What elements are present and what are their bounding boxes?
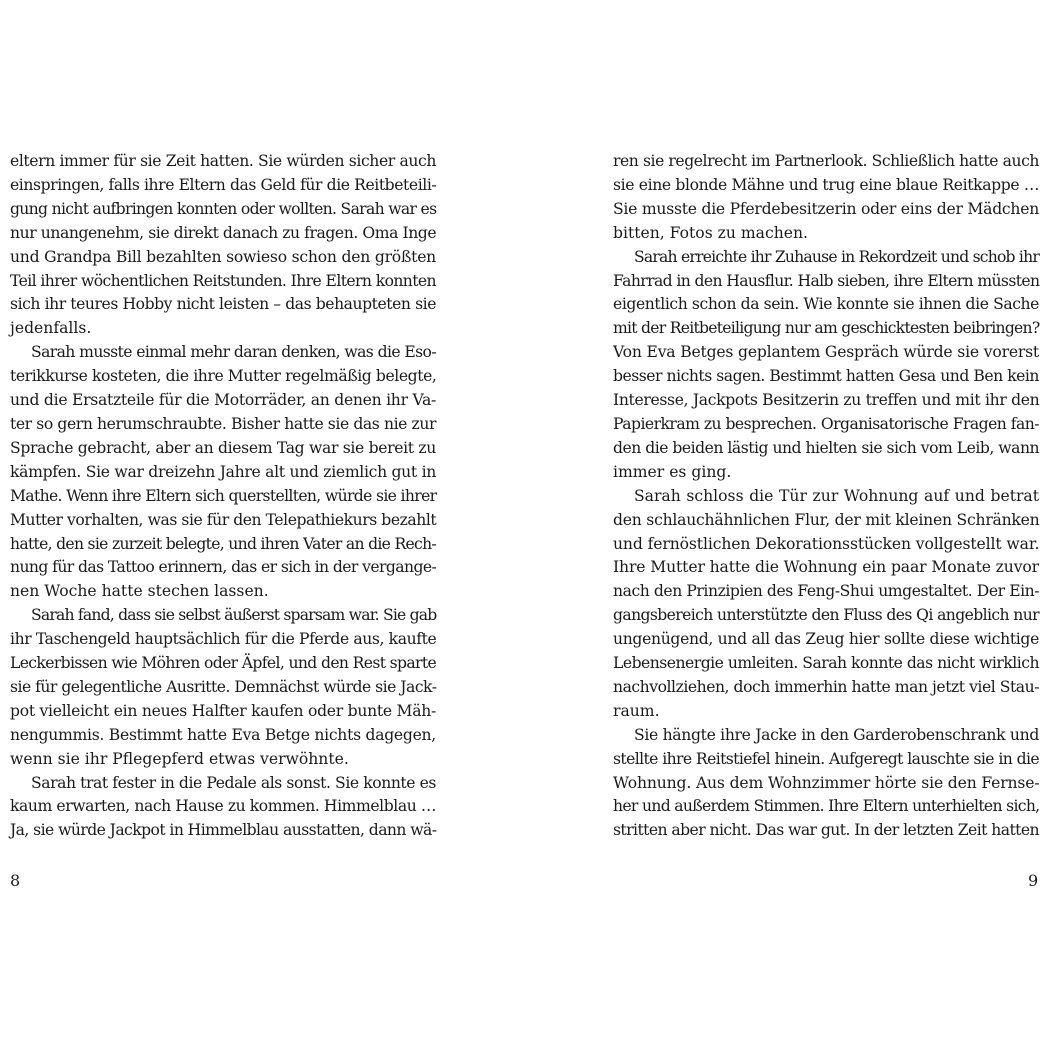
text-line: nengummis. Bestimmt hatte Eva Betge nichts dagegen,	[10, 725, 436, 744]
text-line: nach den Prinzipien des Feng-Shui umgestaltet. Der Ein-	[613, 582, 1040, 601]
text-line: Sarah schloss die Tür zur Wohnung auf und betrat	[634, 486, 1039, 505]
text-line: Sie hängte ihre Jacke in den Garderobenschrank und	[634, 725, 1040, 744]
text-line: jedenfalls.	[10, 319, 92, 338]
text-line: Interesse, Jackpots Besitzerin zu treffen und mit ihr den	[613, 391, 1040, 410]
text-line: Teil ihrer wöchentlichen Reitstunden. Ihre Eltern konnten	[10, 271, 436, 290]
text-line: stellte ihre Reitstiefel hinein. Aufgeregt lauschte sie in die	[613, 749, 1039, 768]
text-line: nachvollziehen, doch immerhin hatte man jetzt viel Stau-	[613, 677, 1039, 696]
text-line: Wohnung. Aus dem Wohnzimmer hörte sie den Fernse-	[613, 773, 1040, 792]
text-line: Ja, sie würde Jackpot in Himmelblau ausstatten, dann wä-	[10, 821, 437, 840]
text-line: einspringen, falls ihre Eltern das Geld für die Reitbeteili-	[10, 175, 437, 194]
text-line: kaum erwarten, nach Hause zu kommen. Himmelblau …	[10, 797, 437, 816]
text-line: Sarah erreichte ihr Zuhause in Rekordzeit und schob ihr	[634, 247, 1039, 266]
text-line: Sarah trat fester in die Pedale als sonst. Sie konnte es	[31, 773, 436, 792]
text-line: den schlauchähnlichen Flur, der mit kleinen Schränken	[613, 510, 1040, 529]
text-line: nen Woche hatte stechen lassen.	[10, 582, 269, 601]
text-line: Von Eva Betges geplantem Gespräch würde sie vorerst	[613, 343, 1039, 362]
text-line: stritten aber nicht. Das war gut. In der letzten Zeit hatten	[613, 821, 1039, 840]
text-line: sie eine blonde Mähne und trug eine blaue Reitkappe …	[613, 175, 1040, 194]
text-line: Sarah musste einmal mehr daran denken, was die Eso-	[31, 343, 436, 362]
text-line: nung für das Tattoo erinnern, das er sich in der vergange-	[10, 558, 437, 577]
text-line: und die Ersatzteile für die Motorräder, an denen ihr Va-	[10, 391, 436, 410]
text-line: kämpfen. Sie war dreizehn Jahre alt und ziemlich gut in	[10, 462, 436, 481]
text-line: ren sie regelrecht im Partnerlook. Schließlich hatte auch	[613, 152, 1039, 170]
text-line: Mathe. Wenn ihre Eltern sich querstellten, würde sie ihrer	[10, 486, 437, 505]
text-line: Sie musste die Pferdebesitzerin oder eins der Mädchen	[613, 199, 1039, 218]
text-line: Papierkram zu besprechen. Organisatorische Fragen fan-	[613, 414, 1039, 433]
text-line: gung nicht aufbringen konnten oder wollten. Sarah war es	[10, 199, 437, 218]
text-line: ter so gern herumschraubte. Bisher hatte sie das nie zur	[10, 414, 436, 433]
text-line: her und außerdem Stimmen. Ihre Eltern unterhielten sich,	[613, 797, 1040, 816]
text-line: wenn sie ihr Pflegepferd etwas verwöhnte.	[10, 749, 349, 768]
left-page-number: 8	[10, 871, 21, 890]
text-line: hatte, den sie zurzeit belegte, und ihren Vater an die Rech-	[10, 534, 436, 553]
text-line: Ihre Mutter hatte die Wohnung ein paar Monate zuvor	[613, 558, 1039, 577]
text-line: und fernöstlichen Dekorationsstücken vollgestellt war.	[613, 534, 1040, 553]
text-line: raum.	[613, 701, 660, 720]
text-line: Sarah fand, dass sie selbst äußerst sparsam war. Sie gab	[31, 606, 437, 625]
text-line: gangsbereich unterstützte den Fluss des Qi angeblich nur	[613, 606, 1039, 625]
text-line: pot vielleicht ein neues Halfter kaufen oder bunte Mäh-	[10, 701, 436, 720]
text-line: sie für gelegentliche Ausritte. Demnächst würde sie Jack-	[10, 677, 437, 696]
text-line: ihr Taschengeld hauptsächlich für die Pferde aus, kaufte	[10, 630, 437, 649]
text-line: Mutter vorhalten, was sie für den Telepathiekurs bezahlt	[10, 510, 437, 529]
left-page-text	[10, 150, 436, 843]
text-line: immer es ging.	[613, 462, 732, 481]
right-page-text	[613, 150, 1039, 843]
text-line: Fahrrad in den Hausflur. Halb sieben, ihre Eltern müssten	[613, 271, 1040, 290]
text-line: den die beiden lästig und hielten sie sich vom Leib, wann	[613, 438, 1040, 457]
text-line: Lebensenergie umleiten. Sarah konnte das nicht wirklich	[613, 654, 1039, 673]
text-line: sich ihr teures Hobby nicht leisten – das behaupteten sie	[10, 295, 436, 314]
text-line: und Grandpa Bill bezahlten sowieso schon den größten	[10, 247, 436, 266]
text-line: bitten, Fotos zu machen.	[613, 223, 808, 242]
text-line: besser nichts sagen. Bestimmt hatten Gesa und Ben kein	[613, 367, 1039, 386]
text-line: terikkurse kosteten, die ihre Mutter regelmäßig belegte,	[10, 367, 437, 386]
text-line: eltern immer für sie Zeit hatten. Sie würden sicher auch	[10, 152, 436, 170]
right-page-number: 9	[1028, 871, 1039, 890]
text-line: Leckerbissen wie Möhren oder Äpfel, und den Rest sparte	[10, 654, 437, 673]
text-line: ungenügend, und all das Zeug hier sollte diese wichtige	[613, 630, 1039, 649]
text-line: eigentlich schon da sein. Wie konnte sie ihnen die Sache	[613, 295, 1039, 314]
text-line: mit der Reitbeteiligung nur am geschicktesten beibringen?	[613, 319, 1040, 338]
text-line: nur unangenehm, sie direkt danach zu fragen. Oma Inge	[10, 223, 437, 242]
text-line: Sprache gebracht, aber an diesem Tag war sie bereit zu	[10, 438, 436, 457]
